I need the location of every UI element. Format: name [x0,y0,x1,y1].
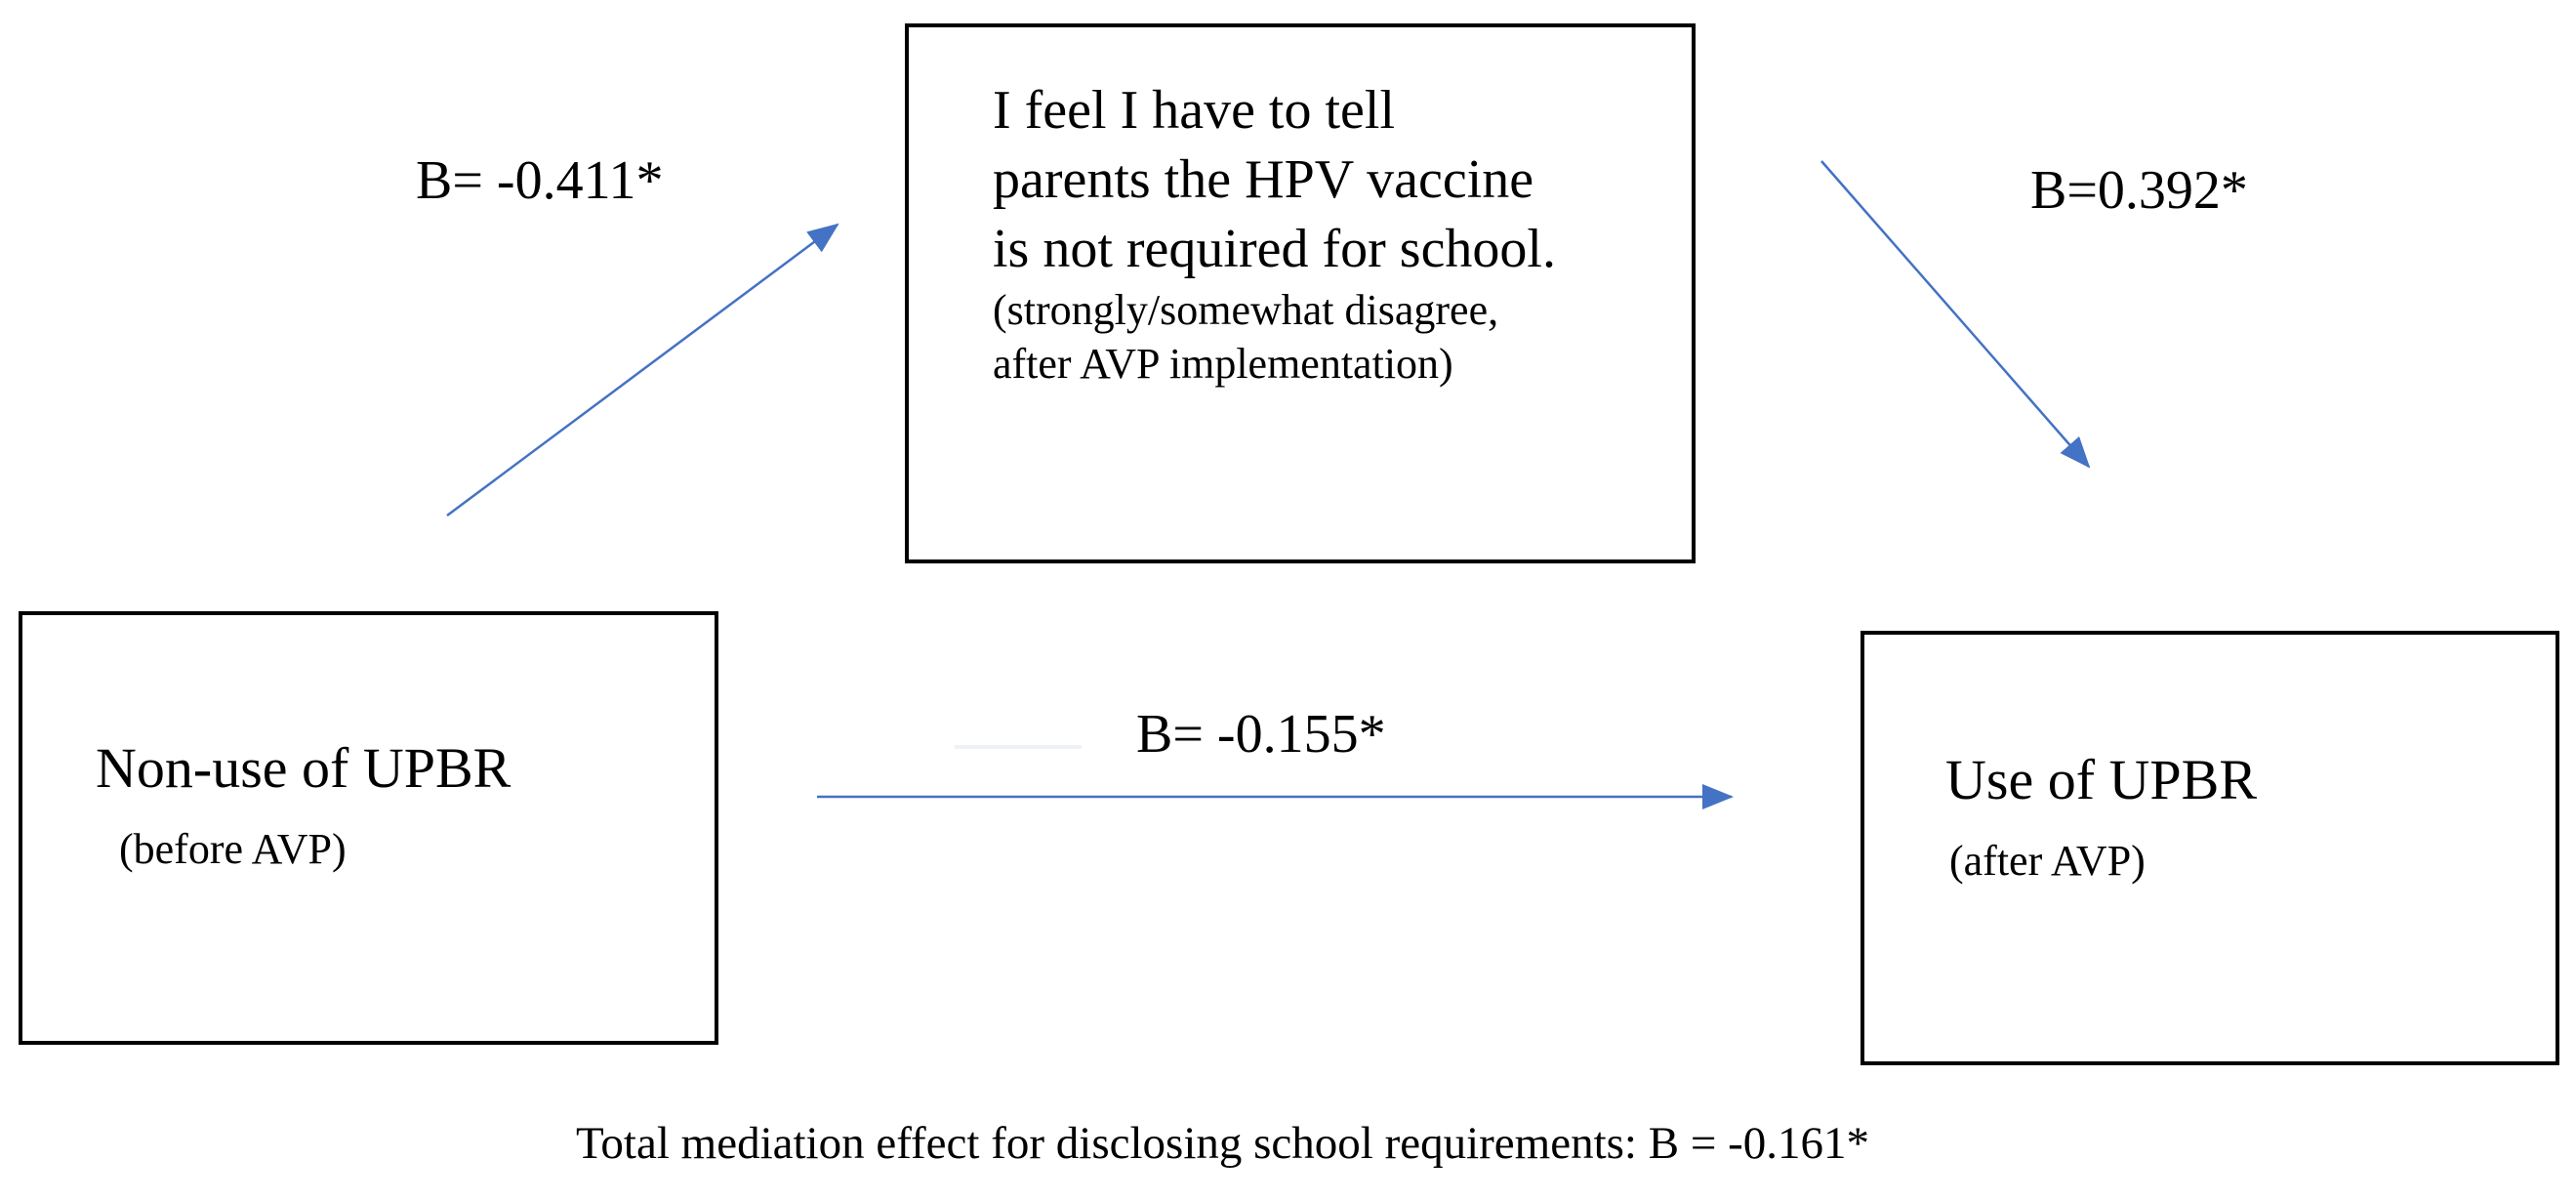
mediator-subline-1: (strongly/somewhat disagree, [993,286,1499,334]
mediator-subline-2: after AVP implementation) [993,340,1453,388]
mediator-line-2: parents the HPV vaccine [993,149,1534,210]
faint-underline [955,745,1082,749]
path-c-coefficient: B= -0.155* [1136,704,1386,765]
path-a-coefficient: B= -0.411* [416,150,664,211]
outcome-label: Use of UPBR [1945,748,2258,811]
mediator-line-1: I feel I have to tell [993,80,1396,141]
total-mediation-effect: Total mediation effect for disclosing school requirements: B = -0.161* [576,1118,1869,1169]
outcome-sublabel: (after AVP) [1949,837,2146,885]
path-a-arrow [447,225,838,516]
predictor-label: Non-use of UPBR [96,736,511,800]
predictor-sublabel: (before AVP) [119,825,347,873]
mediator-line-3: is not required for school. [993,219,1556,279]
path-b-coefficient: B=0.392* [2030,160,2248,221]
